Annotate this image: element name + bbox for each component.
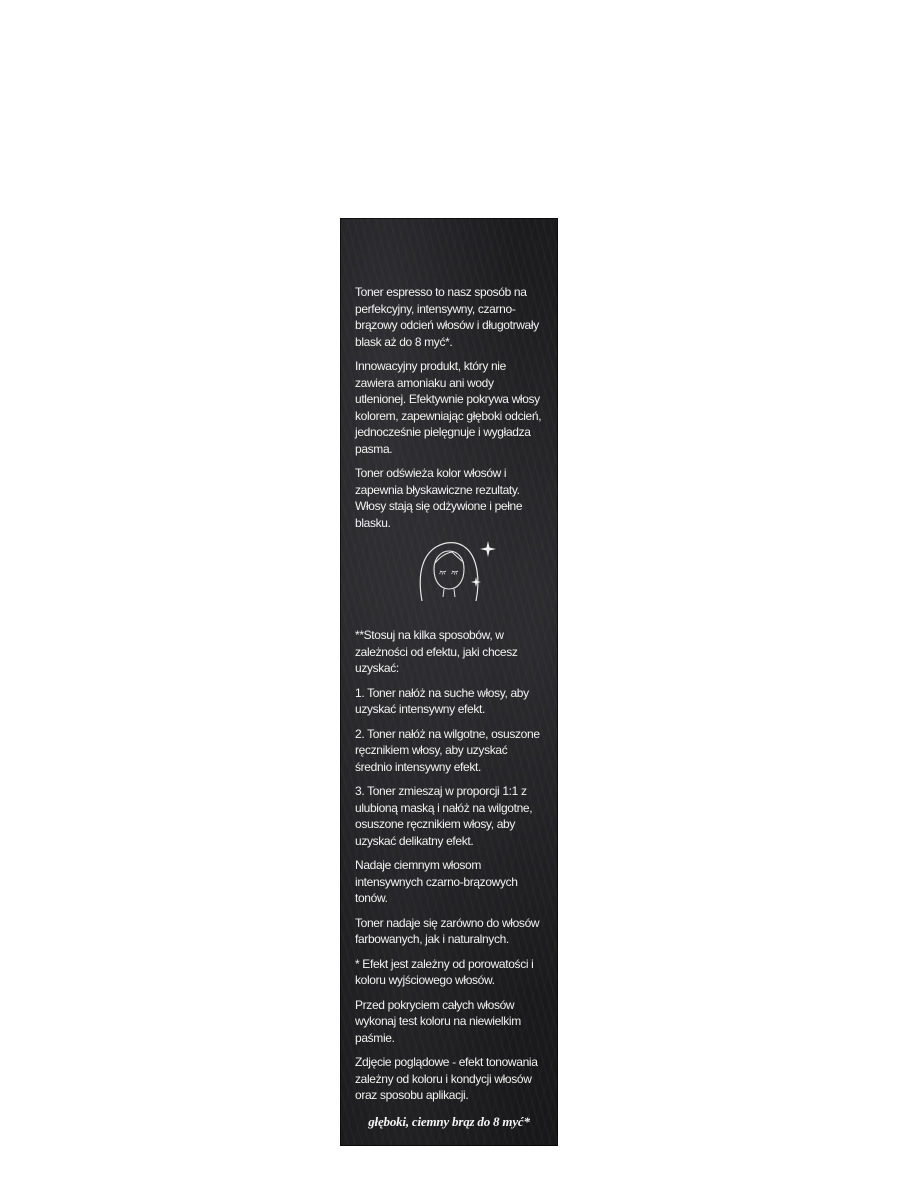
usage-step-1: 1. Toner nałóż na suche włosy, aby uzyskać intensywny efekt.	[355, 685, 529, 716]
effect-paragraph: Nadaje ciemnym włosom intensywnych czarno-brązowych tonów.	[355, 858, 518, 905]
photo-disclaimer-paragraph: Zdjęcie poglądowe - efekt tonowania zależny od koloru i kondycji włosów oraz sposobu aplikacji.	[355, 1055, 538, 1102]
usage-step-2: 2. Toner nałóż na wilgotne, osuszone ręcznikiem włosy, aby uzyskać średnio intensywny efekt.	[355, 726, 540, 774]
footnote-paragraph: * Efekt jest zależny od porowatości i koloru wyjściowego włosów.	[355, 956, 534, 987]
woman-face-sparkle-icon	[412, 539, 502, 603]
suitability-paragraph: Toner nadaje się zarówno do włosów farbowanych, jak i naturalnych.	[355, 915, 540, 946]
description-column	[355, 284, 547, 1112]
test-warning-paragraph: Przed pokryciem całych włosów wykonaj test koloru na niewielkim paśmie.	[355, 997, 521, 1045]
description-paragraph-3: Toner odświeża kolor włosów i zapewnia błyskawiczne rezultaty. Włosy stają się odżywione i pełne blasku.	[355, 466, 523, 530]
description-paragraph-1: Toner espresso to nasz sposób na perfekcyjny, intensywny, czarno-brązowy odcień włosów i długotrwały blask aż do 8 myć*.	[355, 285, 539, 349]
product-box-side-panel	[340, 218, 558, 1146]
description-paragraph-2: Innowacyjny produkt, który nie zawiera amoniaku ani wody utlenionej. Efektywnie pokrywa włosy kolorem, zapewniając głęboki odcień, jednocześnie pielęgnuje i wygładza pasma.	[355, 359, 542, 456]
usage-step-3: 3. Toner zmieszaj w proporcji 1:1 z ulubioną maską i nałóż na wilgotne, osuszone ręcznikiem włosy, aby uzyskać delikatny efekt.	[355, 784, 533, 848]
icon-area	[355, 539, 547, 603]
usage-intro: **Stosuj na kilka sposobów, w zależności od efektu, jaki chcesz uzyskać:	[355, 628, 518, 675]
slogan: głęboki, ciemny brąz do 8 myć*	[368, 1114, 530, 1129]
